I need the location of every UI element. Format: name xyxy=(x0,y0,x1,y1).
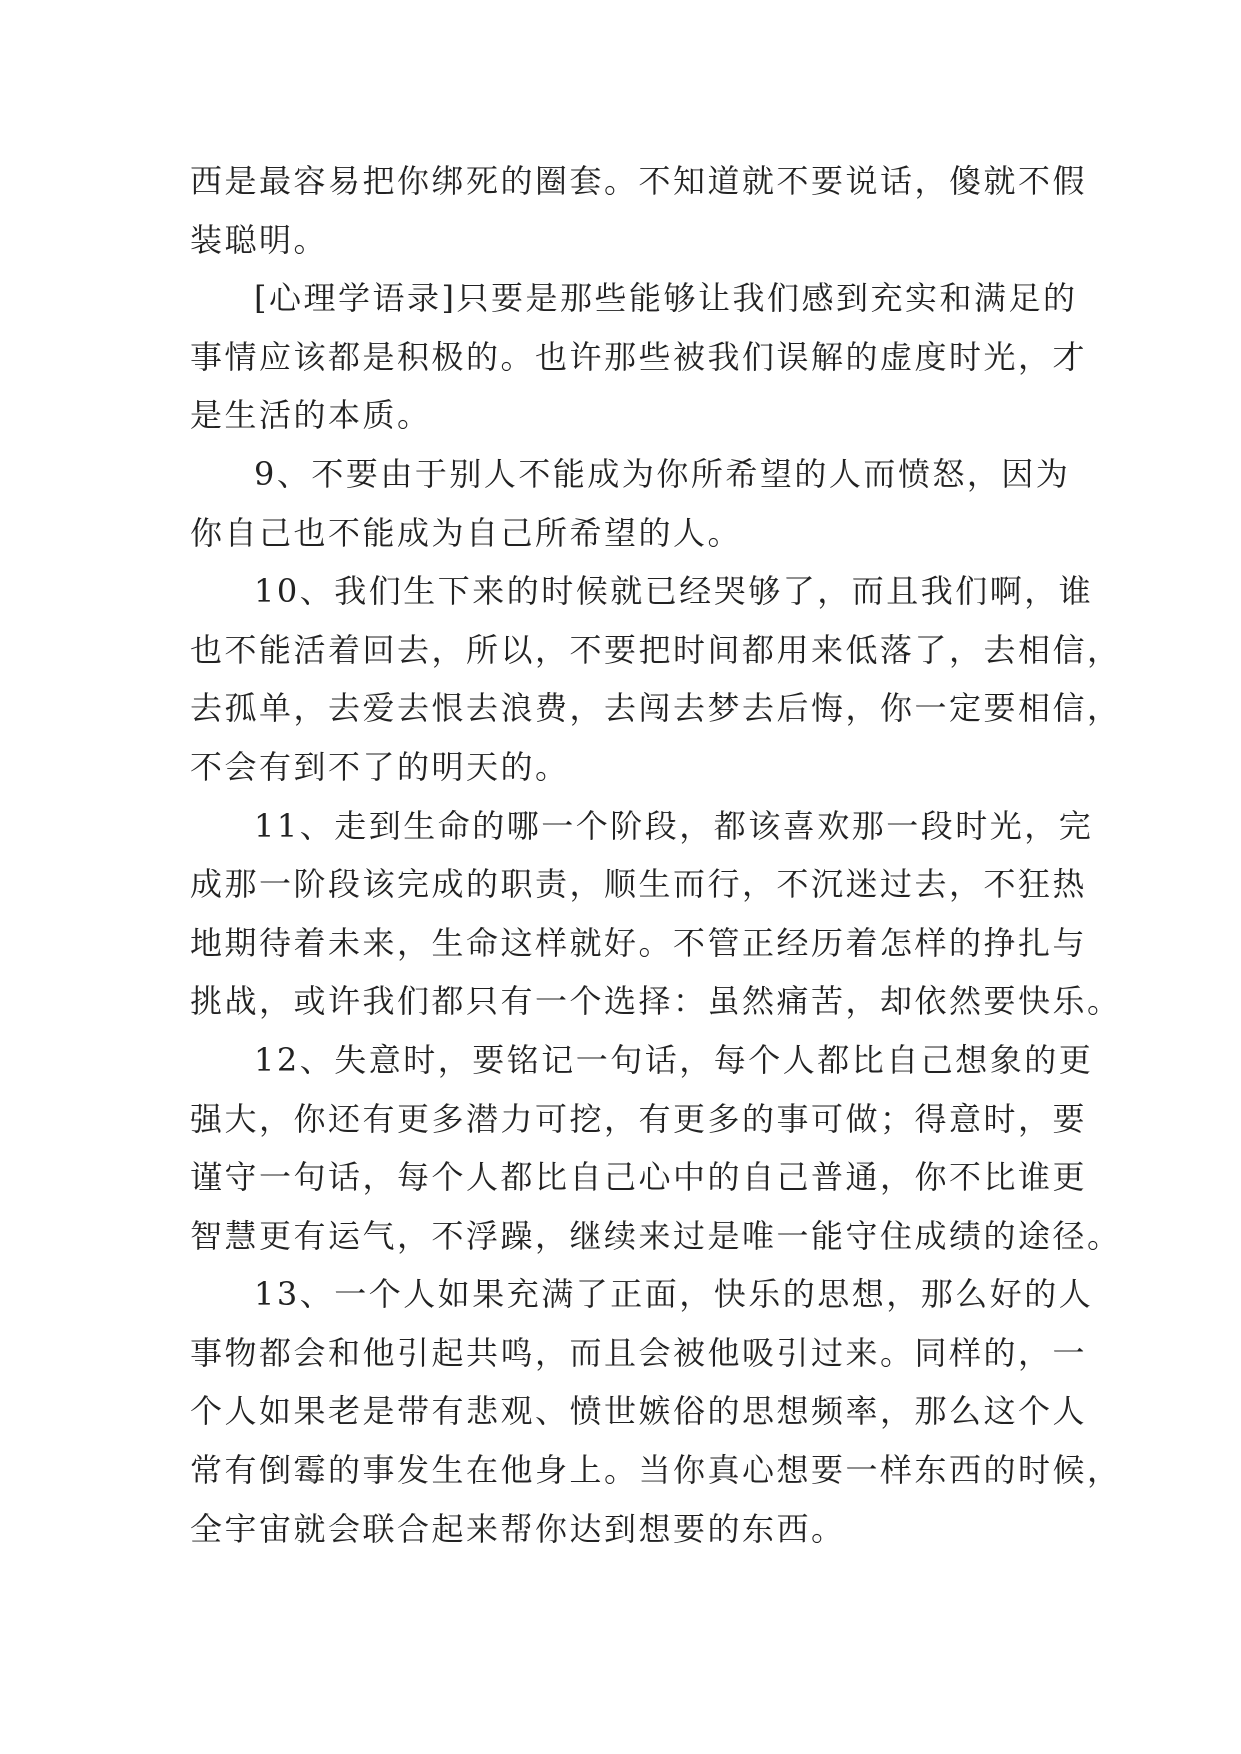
text-line: 13、一个人如果充满了正面，快乐的思想，那么好的人 xyxy=(254,1275,1094,1314)
text-line: 谨守一句话，每个人都比自己心中的自己普通，你不比谁更 xyxy=(190,1158,1088,1197)
text-line: 智慧更有运气，不浮躁，继续来过是唯一能守住成绩的途径。 xyxy=(190,1216,1122,1255)
text-line: 成那一阶段该完成的职责，顺生而行，不沉迷过去，不狂热 xyxy=(190,865,1088,904)
text-line: [心理学语录]只要是那些能够让我们感到充实和满足的 xyxy=(254,279,1078,318)
text-line: 12、失意时，要铭记一句话，每个人都比自己想象的更 xyxy=(254,1040,1094,1079)
text-line: 事物都会和他引起共鸣，而且会被他吸引过来。同样的，一 xyxy=(190,1333,1088,1372)
text-line: 9、不要由于别人不能成为你所希望的人而愤怒，因为 xyxy=(254,454,1071,493)
document-body xyxy=(190,152,1122,1558)
paragraph-item-12 xyxy=(190,1031,1122,1265)
text-line: 不会有到不了的明天的。 xyxy=(190,747,570,786)
text-line: 常有倒霉的事发生在他身上。当你真心想要一样东西的时候， xyxy=(190,1451,1122,1490)
paragraph-psychology-quote xyxy=(190,269,1088,445)
text-line: 强大，你还有更多潜力可挖，有更多的事可做；得意时，要 xyxy=(190,1099,1088,1138)
paragraph-continuation xyxy=(190,152,1088,269)
text-line: 全宇宙就会联合起来帮你达到想要的东西。 xyxy=(190,1509,846,1548)
text-line: 西是最容易把你绑死的圈套。不知道就不要说话，傻就不假 xyxy=(190,162,1088,200)
text-line: 你自己也不能成为自己所希望的人。 xyxy=(190,513,743,552)
text-line: 去孤单，去爱去恨去浪费，去闯去梦去后悔，你一定要相信， xyxy=(190,689,1122,728)
paragraph-item-10 xyxy=(190,562,1122,796)
paragraph-item-11 xyxy=(190,797,1122,1031)
text-line: 10、我们生下来的时候就已经哭够了，而且我们啊，谁 xyxy=(254,572,1094,611)
text-line: 个人如果老是带有悲观、愤世嫉俗的思想频率，那么这个人 xyxy=(190,1392,1088,1431)
text-line: 事情应该都是积极的。也许那些被我们误解的虚度时光，才 xyxy=(190,337,1088,376)
paragraph-item-13 xyxy=(190,1265,1122,1558)
text-line: 地期待着未来，生命这样就好。不管正经历着怎样的挣扎与 xyxy=(190,923,1088,962)
paragraph-item-9 xyxy=(190,445,1071,562)
text-line: 是生活的本质。 xyxy=(190,396,432,435)
text-line: 装聪明。 xyxy=(190,220,329,259)
text-line: 也不能活着回去，所以，不要把时间都用来低落了，去相信， xyxy=(190,630,1122,669)
text-line: 挑战，或许我们都只有一个选择：虽然痛苦，却依然要快乐。 xyxy=(190,982,1122,1021)
text-line: 11、走到生命的哪一个阶段，都该喜欢那一段时光，完 xyxy=(254,806,1094,845)
